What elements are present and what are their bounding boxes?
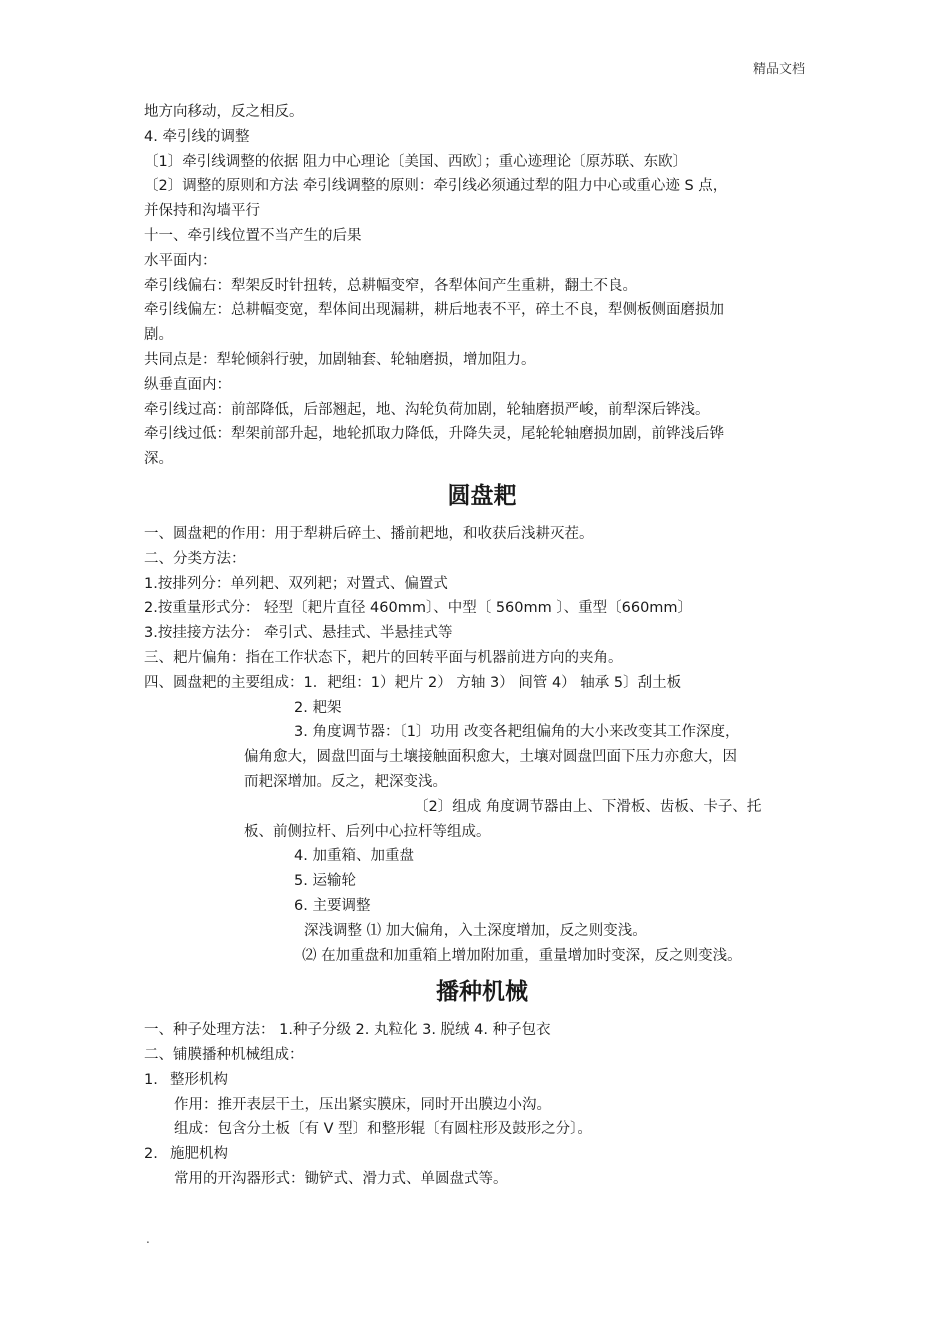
text-line: 牵引线过高：前部降低，后部翘起，地、沟轮负荷加剧，轮轴磨损严峻，前犁深后铧浅。 bbox=[144, 401, 710, 418]
text-line: ⑵ 在加重盘和加重箱上增加附加重，重量增加时变深，反之则变浅。 bbox=[302, 947, 742, 964]
text-line: 〔2〕调整的原则和方法 牵引线调整的原则：牵引线必须通过犁的阻力中心或重心迹 S 点， bbox=[144, 178, 728, 195]
text-line: 〔2〕组成 角度调节器由上、下滑板、齿板、卡子、托 bbox=[414, 798, 762, 815]
text-line: 6. 主要调整 bbox=[294, 897, 371, 914]
document-body bbox=[144, 100, 820, 1192]
section-title-disc-harrow: 圆盘耙 bbox=[447, 481, 517, 509]
section-title-seeding-machinery: 播种机械 bbox=[436, 978, 528, 1006]
text-line: 1.按排列分：单列耙、双列耙；对置式、偏置式 bbox=[144, 575, 448, 592]
text-line: 深浅调整 ⑴ 加大偏角，入土深度增加，反之则变浅。 bbox=[304, 922, 647, 939]
text-line: 地方向移动，反之相反。 bbox=[144, 104, 304, 120]
disc-harrow-section bbox=[144, 522, 820, 968]
text-line: 5. 运输轮 bbox=[294, 873, 356, 890]
text-line: 牵引线偏左：总耕幅变宽，犁体间出现漏耕，耕后地表不平，碎土不良，犁侧板侧面磨损加 bbox=[144, 302, 724, 319]
text-line: 一、圆盘耙的作用：用于犁耕后碎土、播前耙地，和收获后浅耕灭茬。 bbox=[144, 525, 594, 542]
text-line: 3. 角度调节器：〔1〕功用 改变各耙组偏角的大小来改变其工作深度， bbox=[294, 724, 740, 741]
text-line: 2. 耙架 bbox=[294, 699, 342, 716]
text-line: 组成：包含分土板〔有 V 型〕和整形辊〔有圆柱形及鼓形之分〕。 bbox=[174, 1121, 592, 1138]
text-line: 牵引线过低：犁架前部升起，地轮抓取力降低，升降失灵，尾轮轮轴磨损加剧，前铧浅后铧 bbox=[144, 426, 724, 443]
item-text: 施肥机构 bbox=[170, 1146, 228, 1163]
text-line: 四、圆盘耙的主要组成：1．耙组：1）耙片 2） 方轴 3） 间管 4） 轴承 5〕刮土板 bbox=[144, 674, 682, 691]
page-footer: . bbox=[146, 1232, 150, 1246]
text-line: 并保持和沟墙平行 bbox=[144, 203, 260, 220]
seeding-machinery-section bbox=[144, 1018, 820, 1192]
page-header: 精品文档 bbox=[752, 62, 805, 77]
item-text: 整形机构 bbox=[170, 1071, 228, 1088]
text-line: 二、铺膜播种机械组成： bbox=[144, 1047, 304, 1064]
text-line: 4. 牵引线的调整 bbox=[144, 128, 250, 145]
traction-line-section bbox=[144, 100, 820, 472]
text-line: 偏角愈大，圆盘凹面与土壤接触面积愈大，土壤对圆盘凹面下压力亦愈大，因 bbox=[244, 749, 737, 766]
text-line: 三、耙片偏角：指在工作状态下，耙片的回转平面与机器前进方向的夹角。 bbox=[144, 649, 623, 666]
text-line: 常用的开沟器形式：锄铲式、滑力式、单圆盘式等。 bbox=[174, 1171, 508, 1188]
text-line: 3.按挂接方法分： 牵引式、悬挂式、半悬挂式等 bbox=[144, 625, 453, 642]
text-line: 而耙深增加。反之，耙深变浅。 bbox=[244, 773, 447, 790]
text-line: 作用：推开表层干土，压出紧实膜床，同时开出膜边小沟。 bbox=[174, 1096, 551, 1113]
item-number: 2. bbox=[144, 1146, 158, 1163]
text-line: 一、种子处理方法： 1.种子分级 2. 丸粒化 3. 脱绒 4. 种子包衣 bbox=[144, 1022, 551, 1039]
text-line: 〔1〕牵引线调整的依据 阻力中心理论〔美国、西欧〕；重心迹理论〔原苏联、东欧〕 bbox=[144, 153, 688, 170]
text-line: 板、前侧拉杆、后列中心拉杆等组成。 bbox=[244, 823, 491, 840]
text-line: 水平面内： bbox=[144, 252, 217, 269]
text-line: 4. 加重箱、加重盘 bbox=[294, 848, 414, 865]
numbered-item bbox=[144, 1068, 820, 1093]
text-line: 二、分类方法： bbox=[144, 550, 246, 567]
text-line: 剧。 bbox=[144, 327, 173, 344]
text-line: 十一、牵引线位置不当产生的后果 bbox=[144, 227, 362, 244]
text-line: 2.按重量形式分： 轻型〔耙片直径 460mm〕、中型〔 560mm 〕、重型〔660mm〕 bbox=[144, 600, 693, 617]
item-number: 1. bbox=[144, 1071, 158, 1088]
numbered-item bbox=[144, 1142, 820, 1167]
text-line: 共同点是：犁轮倾斜行驶，加剧轴套、轮轴磨损，增加阻力。 bbox=[144, 351, 536, 368]
text-line: 深。 bbox=[144, 451, 173, 468]
text-line: 牵引线偏右：犁架反时针扭转，总耕幅变窄，各犁体间产生重耕，翻土不良。 bbox=[144, 277, 637, 294]
text-line: 纵垂直面内： bbox=[144, 376, 231, 393]
